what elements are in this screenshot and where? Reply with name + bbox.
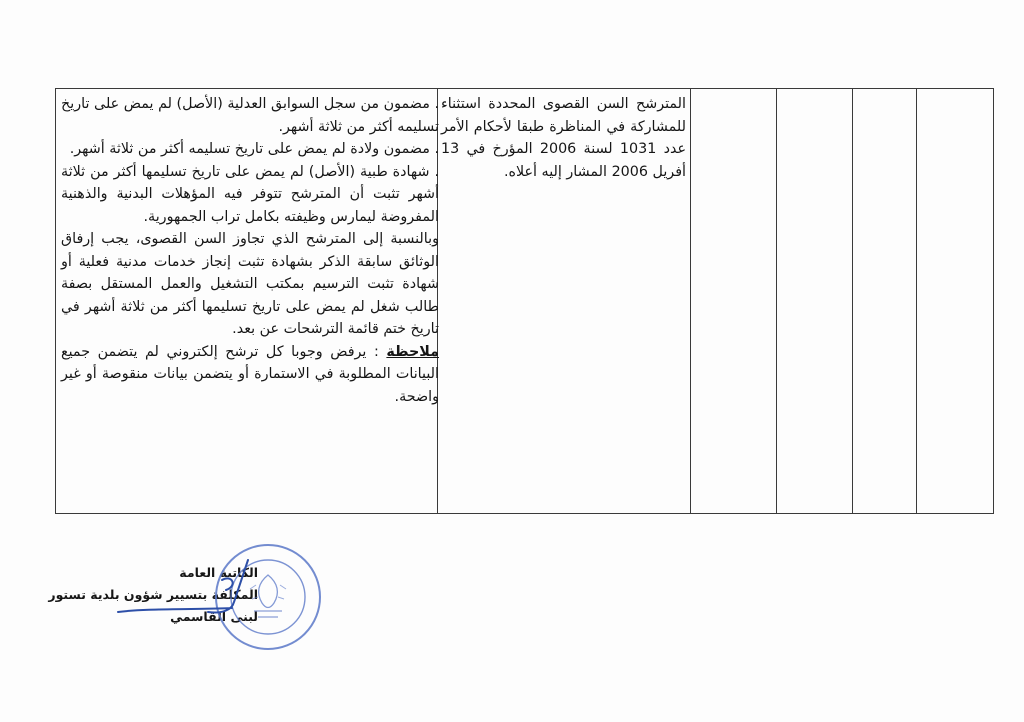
requirements-table: [55, 88, 994, 514]
signatory-title: الكاتبة العامة: [179, 565, 258, 580]
column-divider: [776, 89, 777, 513]
note-label: ملاحظة: [386, 343, 439, 360]
criminal-record-requirement: . مضمون من سجل السوابق العدلية (الأصل) لم يمض على تاريخ تسليمه أكثر من ثلاثة أشهر.: [61, 96, 439, 135]
signatory-name: لبنى القاسمي: [170, 609, 258, 624]
column-divider: [916, 89, 917, 513]
age-condition-cell: المترشح السن القصوى المحددة استثناء للمشاركة في المناظرة طبقا لأحكام الأمر عدد 1031 لسنة 2006 المؤرخ في 13 أفريل 2006 المشار إليه أعلاه.: [441, 96, 686, 180]
birth-certificate-requirement: . مضمون ولادة لم يمض على تاريخ تسليمه أكثر من ثلاثة أشهر.: [69, 141, 439, 157]
note-text: : يرفض وجوبا كل ترشح إلكتروني لم يتضمن جميع البيانات المطلوبة في الاستمارة أو يتضمن بيانات منقوصة أو غير واضحة.: [61, 343, 439, 405]
documents-required-cell: [61, 93, 439, 408]
column-divider: [690, 89, 691, 513]
signatory-role: المكلفة بتسيير شؤون بلدية تستور: [48, 587, 258, 602]
handwritten-signature: [110, 550, 260, 630]
medical-certificate-requirement: . شهادة طبية (الأصل) لم يمض على تاريخ تسليمها أكثر من ثلاثة أشهر تثبت أن المترشح تتوفر فيه المؤهلات البدنية والذهنية المفروضة ليمارس وظيفته بكامل تراب الجمهورية.: [61, 163, 439, 225]
column-divider: [852, 89, 853, 513]
note-paragraph: [61, 341, 439, 409]
age-exception-requirement: وبالنسبة إلى المترشح الذي تجاوز السن القصوى، يجب إرفاق الوثائق سابقة الذكر بشهادة تثبت إنجاز خدمات مدنية فعلية أو شهادة تثبت الترسيم بمكتب التشغيل والعمل المستقل بصفة طالب شغل لم يمض على تاريخ تسليمها أكثر من ثلاثة أشهر في تاريخ ختم قائمة الترشحات عن بعد.: [61, 231, 439, 337]
